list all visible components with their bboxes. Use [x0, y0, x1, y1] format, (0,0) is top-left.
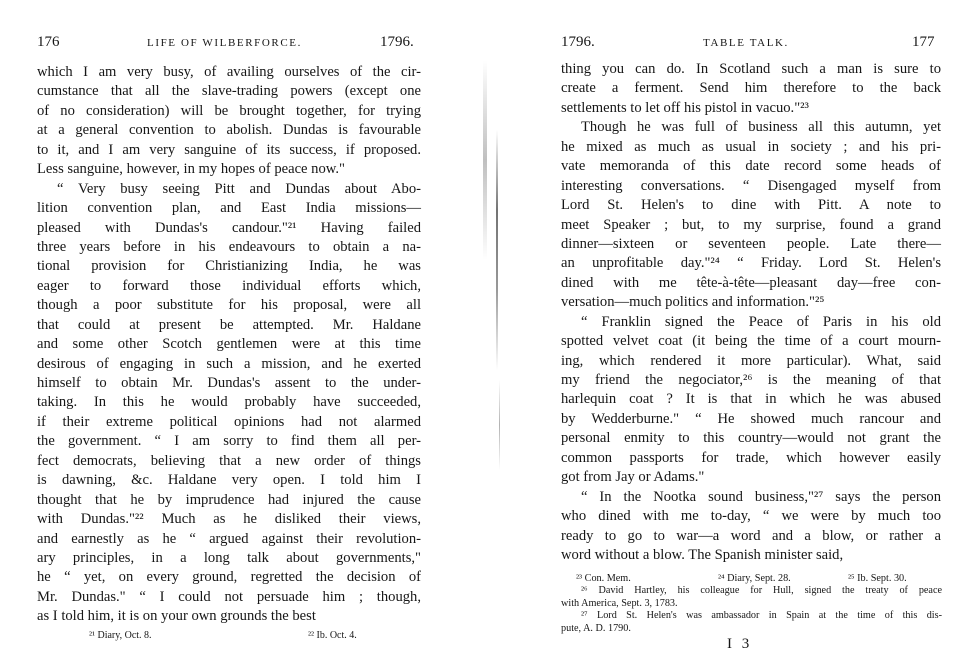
- text-line: he “ yet, on every ground, regretted the decision of: [37, 569, 421, 586]
- left-body-text: [37, 63, 421, 627]
- text-line: himself to obtain Mr. Dundas's assent to the under-: [37, 375, 421, 391]
- text-line: ary principles, in a long talk about governments,": [37, 549, 421, 566]
- footnote-23: ²³ Con. Mem.: [576, 573, 631, 584]
- text-line: thought that he by imprudence had injured the cause: [37, 491, 421, 508]
- footnote-26: [561, 585, 942, 610]
- signature-mark: I 3: [727, 636, 753, 652]
- text-line: dinner—sixteen or seventeen people. Late there—: [561, 235, 941, 252]
- text-line: settlements to let off his pistol in vacuo."²³: [561, 99, 809, 116]
- right-page-header: [490, 34, 980, 54]
- text-line: to it, and I am very sanguine of its success, if proposed.: [37, 141, 421, 158]
- text-line: if their extreme political opinions had not alarmed: [37, 413, 421, 430]
- text-line: tional provision for Christianizing India, he was: [37, 258, 421, 275]
- footnote-27-line: pute, A. D. 1790.: [561, 622, 631, 634]
- text-line: he mixed as much as usual in society ; and his pri-: [561, 138, 941, 155]
- text-line: word without a blow. The Spanish minister said,: [561, 546, 844, 563]
- right-page: [490, 0, 980, 670]
- text-line: who dined with me to-day, “ we were by much too: [561, 508, 941, 525]
- text-line: of no consideration) will be brought together, for trying: [37, 102, 421, 119]
- text-line: fect democrats, believing that a new order of things: [37, 452, 421, 469]
- text-line: by Wedderburne." “ He showed much rancour and: [561, 410, 941, 427]
- footnote-27-line: ²⁷ Lord St. Helen's was ambassador in Spain at the time of this dis-: [581, 610, 942, 621]
- left-page-number: 176: [37, 34, 60, 50]
- footnote-26-line: with America, Sept. 3, 1783.: [561, 597, 678, 609]
- text-line: though a poor substitute for his proposal, were all: [37, 297, 421, 314]
- text-line: is dawning, &c. Haldane very open. I told him I: [37, 472, 421, 489]
- text-line: three years before in his endeavours to obtain a na-: [37, 238, 421, 255]
- text-line: got from Jay or Adams.": [561, 469, 705, 486]
- text-line: Less sanguine, however, in my hopes of peace now.": [37, 161, 345, 178]
- right-running-title: TABLE TALK.: [703, 37, 789, 49]
- footnote-21: ²¹ Diary, Oct. 8.: [89, 630, 152, 641]
- text-line: personal enmity to this country—would not grant the: [561, 430, 941, 447]
- text-line: create a ferment. Send him therefore to the back: [561, 80, 941, 97]
- text-line: as I told him, it is on your own grounds the best: [37, 608, 316, 625]
- text-line: dined with me tête-à-tête—pleasant day—free con-: [561, 274, 941, 291]
- text-line: eager to forward those individual efforts which,: [37, 277, 421, 294]
- text-line: lition convention plan, and East India missions—: [37, 200, 421, 217]
- text-line: meet Speaker ; but, to my surprise, found a grand: [561, 216, 941, 233]
- text-line: ing, which rendered it more particular). What, said: [561, 352, 941, 369]
- text-line: and some other Scotch gentlemen were at this time: [37, 336, 421, 353]
- footnote-27: [561, 610, 942, 635]
- left-page-year: 1796.: [380, 34, 414, 50]
- left-running-title: LIFE OF WILBERFORCE.: [147, 37, 302, 49]
- text-line: my friend the negociator,²⁶ is the meaning of that: [561, 372, 941, 388]
- text-line: which I am very busy, of availing ourselves of the cir-: [37, 64, 421, 80]
- text-line: taking. In this he would probably have succeeded,: [37, 394, 421, 411]
- text-line: harlequin coat ? It is that in which he was abused: [561, 391, 941, 408]
- text-line: Mr. Dundas." “ I could not persuade him ; though,: [37, 588, 421, 605]
- footnote-24: ²⁴ Diary, Sept. 28.: [718, 573, 791, 584]
- footnote-26-line: ²⁶ David Hartley, his colleague for Hull, signed the treaty of peace: [581, 585, 942, 596]
- text-line: and earnestly as he “ argued against their revolution-: [37, 530, 421, 547]
- text-line: Lord St. Helen's to dine with Pitt. A note to: [561, 197, 941, 214]
- text-line: interesting conversations. “ Disengaged myself from: [561, 177, 941, 194]
- text-line: thing you can do. In Scotland such a man is sure to: [561, 61, 941, 77]
- right-page-number: 177: [912, 34, 935, 50]
- text-line: pleased with Dundas's candour."²¹ Having failed: [37, 219, 421, 236]
- text-line: vate memoranda of this date record some heads of: [561, 158, 941, 175]
- text-line: common passports for trade, which however easily: [561, 449, 941, 466]
- text-line: an unprofitable day."²⁴ “ Friday. Lord St. Helen's: [561, 255, 941, 272]
- text-line: “ In the Nootka sound business,"²⁷ says the person: [581, 488, 941, 505]
- text-line: with Dundas."²² Much as he disliked their views,: [37, 511, 421, 528]
- footnote-22: ²² Ib. Oct. 4.: [308, 630, 357, 641]
- text-line: ready to go to war—a word and a blow, or rather a: [561, 527, 941, 544]
- text-line: the government. “ I am sorry to find them all per-: [37, 433, 421, 450]
- text-line: Though he was full of business all this autumn, yet: [581, 119, 941, 136]
- text-line: “ Franklin signed the Peace of Paris in his old: [581, 313, 941, 330]
- text-line: “ Very busy seeing Pitt and Dundas about Abo-: [57, 180, 421, 197]
- text-line: cumstance that all the slave-trading powers (except one: [37, 83, 421, 100]
- footnote-25: ²⁵ Ib. Sept. 30.: [848, 573, 907, 584]
- text-line: at a general convention to abolish. Dundas is favourable: [37, 122, 421, 139]
- right-body-text: [561, 60, 941, 565]
- text-line: versation—much politics and information."²⁵: [561, 294, 825, 311]
- right-page-year: 1796.: [561, 34, 595, 50]
- text-line: desirous of engaging in such a mission, and he exerted: [37, 355, 421, 372]
- left-page-header: [0, 34, 490, 54]
- text-line: spotted velvet coat (it being the time of a court mourn-: [561, 333, 941, 350]
- text-line: that could at present be attempted. Mr. Haldane: [37, 316, 421, 333]
